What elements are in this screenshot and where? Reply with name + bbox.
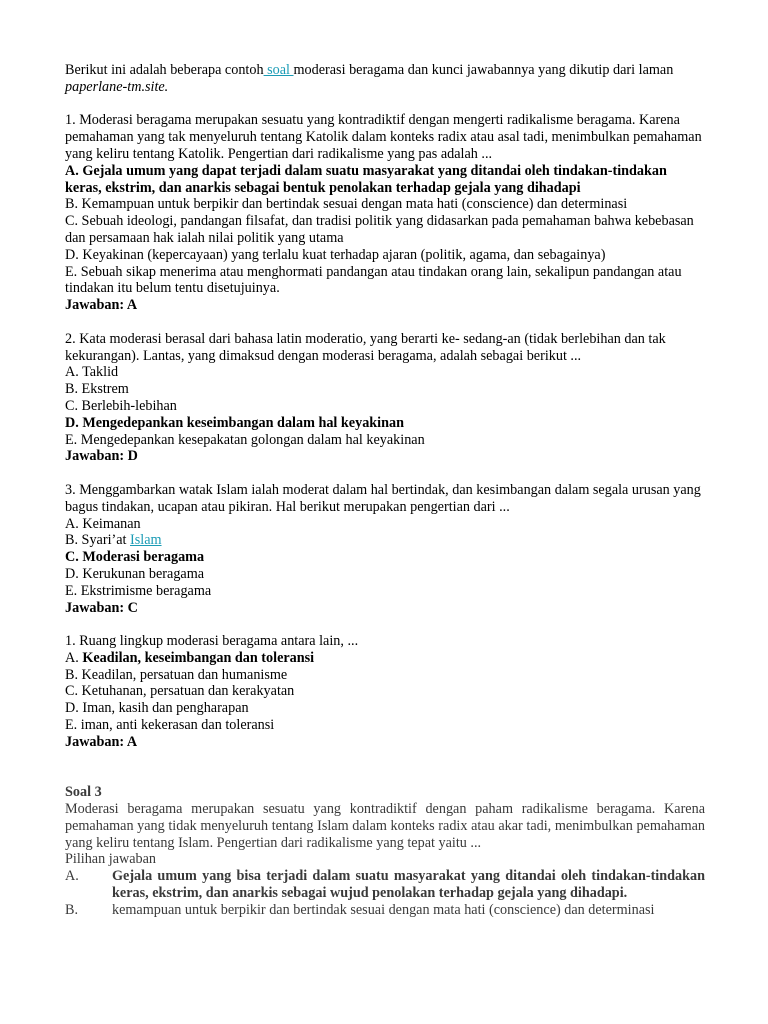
option-a-text: Keadilan, keseimbangan dan toleransi <box>82 649 315 666</box>
option-c: C. Moderasi beragama <box>65 549 205 566</box>
option-d: D. Mengedepankan keseimbangan dalam hal keyakinan <box>65 414 404 431</box>
question-stem: 1. Ruang lingkup moderasi beragama antara lain, ... <box>65 633 359 650</box>
option-letter: A. <box>65 868 79 885</box>
intro-text: Berikut ini adalah beberapa contoh <box>65 62 264 78</box>
answer-key: Jawaban: A <box>65 297 138 314</box>
option-c: C. Sebuah ideologi, pandangan filsafat, dan tradisi politik yang didasarkan pada pemahaman bahwa kebebasan dan persamaan hak ialah nilai politik yang utama <box>65 213 694 246</box>
islam-link[interactable]: Islam <box>130 532 162 549</box>
option-letter: B. <box>65 901 79 918</box>
answer-key: Jawaban: C <box>65 599 138 616</box>
question-stem: Moderasi beragama merupakan sesuatu yang kontradiktif dengan paham radikalisme beragama. Karena pemahaman yang tidak menyeluruh tentang Islam dalam konteks radix atau akar tadi, menimbulkan pemahaman yang keliru tentang Islam. Pengertian dari radikalisme yang tepat yaitu ... <box>65 801 705 851</box>
option-a <box>65 868 705 902</box>
question-stem: 3. Menggambarkan watak Islam ialah moderat dalam hal bertindak, dan kesimbangan dalam segala urusan yang bagus tindakan, ucapan atau pikiran. Hal berikut merupakan pengertian dari ... <box>65 481 701 515</box>
soal-link[interactable]: soal <box>263 62 294 78</box>
option-a <box>65 650 705 667</box>
question-stem: 2. Kata moderasi berasal dari bahasa latin moderatio, yang berarti ke- sedang-an (tidak berlebihan dan tak kekurangan). Lantas, yang dimaksud dengan moderasi beragama, adalah sebagai berikut ... <box>65 330 666 364</box>
option-a: A. Keimanan <box>65 515 141 532</box>
choices-label: Pilihan jawaban <box>65 851 157 868</box>
section-heading: Soal 3 <box>65 784 102 801</box>
intro-text-continued: moderasi beragama dan kunci jawabannya yang dikutip dari laman <box>293 62 674 78</box>
question-4 <box>65 633 705 751</box>
answer-key: Jawaban: D <box>65 448 138 465</box>
option-e: E. iman, anti kekerasan dan toleransi <box>65 717 275 734</box>
answer-key: Jawaban: A <box>65 733 138 750</box>
question-2 <box>65 331 705 465</box>
option-text: Gejala umum yang bisa terjadi dalam suatu masyarakat yang ditandai oleh tindakan-tindakan keras, ekstrim, dan anarkis sebagai wujud penolakan terhadap gejala yang dihadapi. <box>112 868 705 902</box>
intro-paragraph <box>65 62 705 96</box>
option-d: D. Iman, kasih dan pengharapan <box>65 700 249 717</box>
option-d: D. Kerukunan beragama <box>65 565 205 582</box>
soal-3-section <box>65 784 705 918</box>
option-b: B. Kemampuan untuk berpikir dan bertindak sesuai dengan mata hati (conscience) dan determinasi <box>65 196 628 213</box>
question-stem: 1. Moderasi beragama merupakan sesuatu yang kontradiktif dengan mengerti radikalisme beragama. Karena pemahaman yang tak menyeluruh tentang Katolik dalam konteks radix atau asal tadi, menimbulkan pemahaman yang keliru tentang Katolik. Pengertian dari radikalisme yang pas adalah ... <box>65 112 702 162</box>
question-3 <box>65 482 705 616</box>
option-b <box>65 532 705 549</box>
option-text: kemampuan untuk berpikir dan bertindak sesuai dengan mata hati (conscience) dan determinasi <box>112 901 655 918</box>
document-page <box>65 62 705 919</box>
option-b-text: B. Syari’at <box>65 532 131 549</box>
option-b <box>65 902 705 919</box>
question-1 <box>65 112 705 314</box>
option-b: B. Keadilan, persatuan dan humanisme <box>65 666 288 683</box>
option-c: C. Ketuhanan, persatuan dan kerakyatan <box>65 683 295 700</box>
option-c: C. Berlebih-lebihan <box>65 397 177 414</box>
option-e: E. Sebuah sikap menerima atau menghormati pandangan atau tindakan orang lain, sekalipun pandangan atau tindakan itu belum tentu disetujuinya. <box>65 263 682 297</box>
option-a-letter: A. <box>65 649 83 666</box>
option-e: E. Mengedepankan kesepakatan golongan dalam hal keyakinan <box>65 431 425 448</box>
source-site: paperlane-tm.site. <box>65 78 169 95</box>
option-a: A. Gejala umum yang dapat terjadi dalam suatu masyarakat yang ditandai oleh tindakan-tindakan keras, ekstrim, dan anarkis sebagai bentuk penolakan terhadap gejala yang dihadapi <box>65 162 667 196</box>
option-e: E. Ekstrimisme beragama <box>65 582 212 599</box>
option-b: B. Ekstrem <box>65 381 129 398</box>
option-a: A. Taklid <box>65 364 119 381</box>
option-d: D. Keyakinan (kepercayaan) yang terlalu kuat terhadap ajaran (politik, agama, dan sebagainya) <box>65 246 606 263</box>
